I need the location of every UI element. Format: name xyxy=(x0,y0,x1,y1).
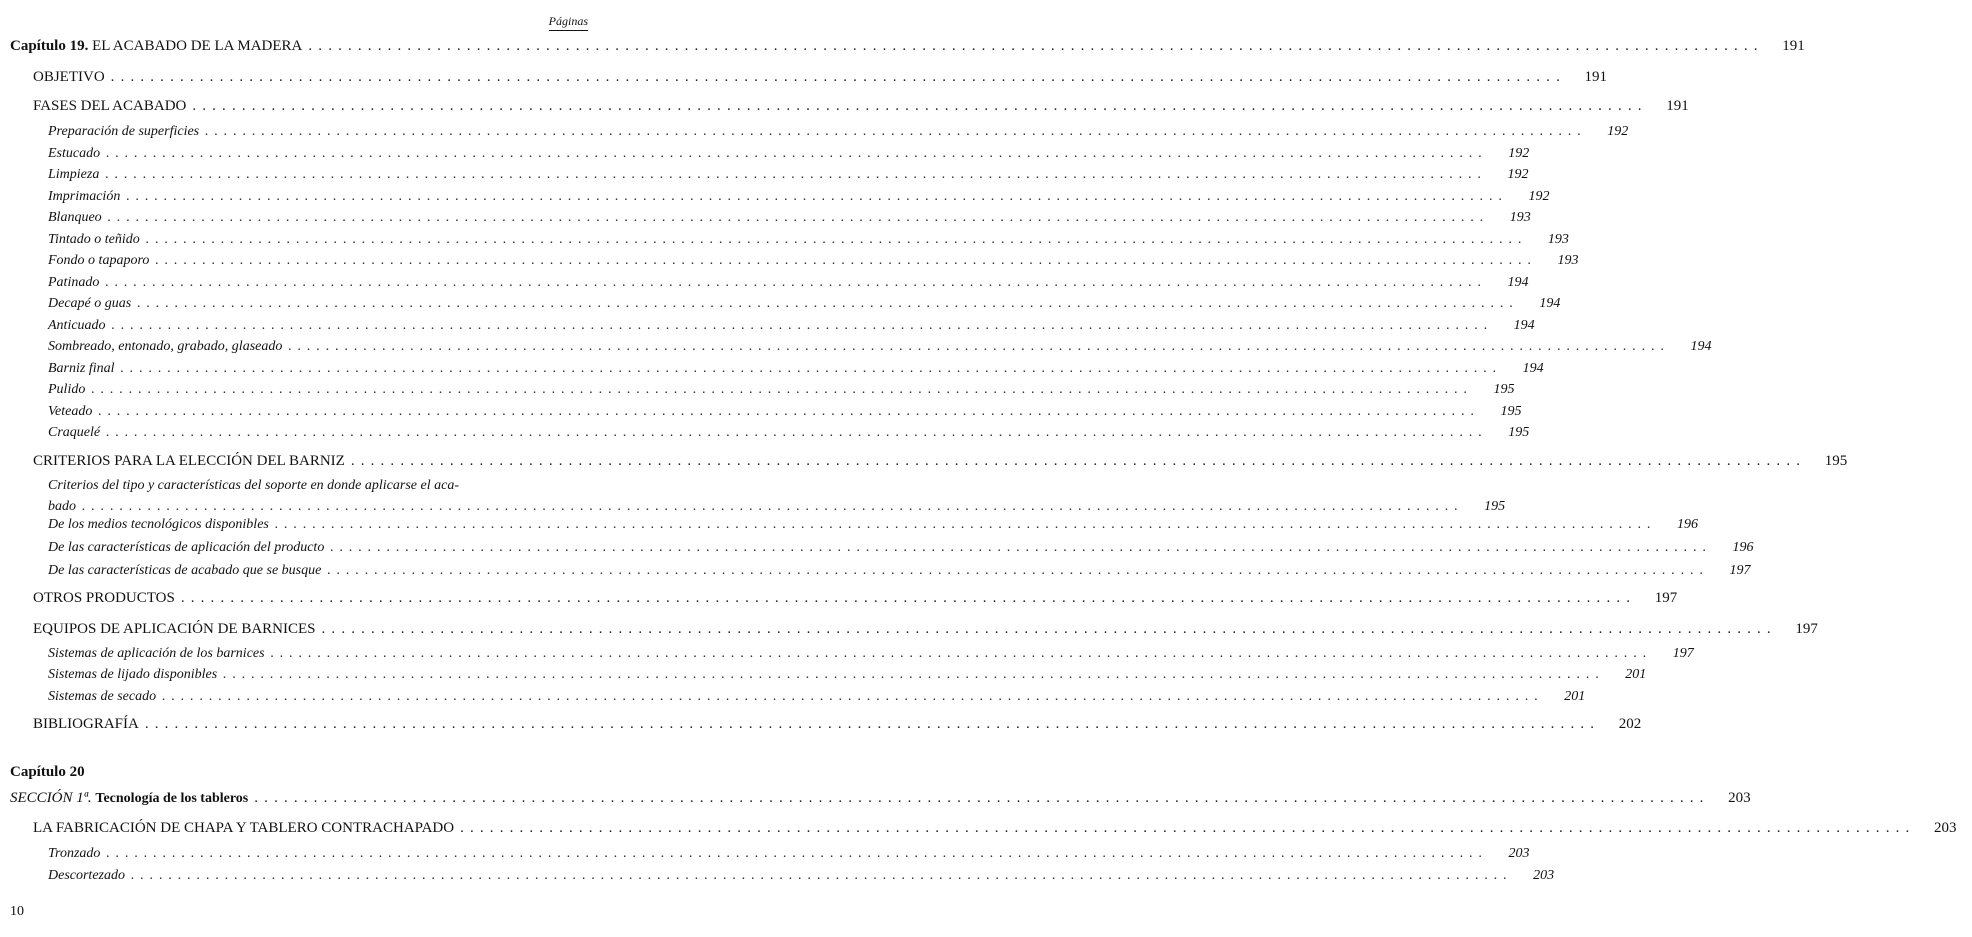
toc-entry xyxy=(0,716,1642,736)
dot-leader xyxy=(192,98,1642,115)
chapter-number: Capítulo 19. xyxy=(10,38,89,54)
toc-entry xyxy=(0,621,1818,641)
toc-entry xyxy=(0,339,1712,359)
dot-leader xyxy=(162,689,1539,705)
dot-leader xyxy=(275,517,1652,533)
toc-entry-label: FASES DEL ACABADO xyxy=(33,98,187,114)
dot-leader xyxy=(98,404,1475,420)
dot-leader xyxy=(106,846,1483,862)
toc-page-number: 202 xyxy=(1618,716,1642,732)
dot-leader xyxy=(111,69,1561,86)
toc-entry-label: Estucado xyxy=(48,146,101,161)
toc-page-number: 191 xyxy=(1666,98,1689,114)
toc-entry-label: Sistemas de lijado disponibles xyxy=(48,667,218,682)
toc-entry-label: Sistemas de secado xyxy=(48,689,157,704)
dot-leader xyxy=(155,253,1532,269)
toc-page-number: 194 xyxy=(1507,275,1529,290)
toc-entry-label: Craquelé xyxy=(48,425,101,440)
toc-page-number: 201 xyxy=(1625,667,1647,682)
toc-entry xyxy=(0,499,1506,519)
toc-entry-label: CRITERIOS PARA LA ELECCIÓN DEL BARNIZ xyxy=(33,453,345,469)
dot-leader xyxy=(205,124,1582,140)
toc-page-number: 191 xyxy=(1782,38,1805,54)
toc-page-number: 195 xyxy=(1493,382,1515,397)
toc-page-number: 192 xyxy=(1528,189,1550,204)
toc-page-number: 193 xyxy=(1557,253,1579,268)
toc-entry-label: OBJETIVO xyxy=(33,69,105,85)
toc-entry xyxy=(0,232,1569,252)
toc-entry xyxy=(0,820,1957,840)
toc-entry xyxy=(0,667,1647,687)
dot-leader xyxy=(322,621,1772,638)
toc-page-number: 193 xyxy=(1509,210,1531,225)
dot-leader xyxy=(108,210,1485,226)
toc-page-number: 201 xyxy=(1564,689,1586,704)
toc-entry-label: Pulido xyxy=(48,382,86,397)
toc-entry xyxy=(0,846,1530,866)
dot-leader xyxy=(105,275,1482,291)
toc-entry-label: LA FABRICACIÓN DE CHAPA Y TABLERO CONTRACHAPADO xyxy=(33,820,455,836)
dot-leader xyxy=(106,425,1483,441)
toc-entry-label: Sistemas de aplicación de los barnices xyxy=(48,646,265,661)
toc-page-number: 196 xyxy=(1676,517,1698,532)
dot-leader xyxy=(460,820,1910,837)
toc-page-number: 195 xyxy=(1500,404,1522,419)
dot-leader xyxy=(105,167,1482,183)
toc-entry xyxy=(0,404,1522,424)
toc-page-number: 203 xyxy=(1533,868,1555,883)
dot-leader xyxy=(137,296,1514,312)
section-title: Tecnología de los tableros xyxy=(95,791,249,806)
section-number: SECCIÓN 1ª. xyxy=(10,790,92,806)
toc-page-number: 196 xyxy=(1732,540,1754,555)
dot-leader xyxy=(106,146,1483,162)
toc-entry xyxy=(0,425,1530,445)
toc-entry xyxy=(0,38,1805,58)
toc-page-number: 192 xyxy=(1607,124,1629,139)
toc-entry xyxy=(0,540,1754,560)
toc-entry xyxy=(0,646,1694,666)
dot-leader xyxy=(223,667,1600,683)
toc-entry-label: BIBLIOGRAFÍA xyxy=(33,716,139,732)
dot-leader xyxy=(82,499,1459,515)
toc-entry-label xyxy=(10,790,248,807)
toc-entry-label: Limpieza xyxy=(48,167,100,182)
dot-leader xyxy=(91,382,1468,398)
toc-page-number: 194 xyxy=(1513,318,1535,333)
toc-page-number: 194 xyxy=(1522,361,1544,376)
dot-leader xyxy=(327,563,1704,579)
dot-leader xyxy=(181,590,1631,607)
toc-entry xyxy=(0,167,1529,187)
toc-page-number: 195 xyxy=(1484,499,1506,514)
toc-entry xyxy=(0,318,1535,338)
toc-page-number: 197 xyxy=(1795,621,1818,637)
toc-entry xyxy=(0,253,1579,273)
toc-page-number: 203 xyxy=(1728,790,1751,806)
toc-entry-label: Tronzado xyxy=(48,846,101,861)
toc-entry-label: De las características de acabado que se busque xyxy=(48,563,322,578)
toc-entry-label: Imprimación xyxy=(48,189,121,204)
toc-entry-label: Sombreado, entonado, grabado, glaseado xyxy=(48,339,283,354)
dot-leader xyxy=(351,453,1801,470)
toc-entry xyxy=(0,69,1608,89)
toc-page-number: 191 xyxy=(1584,69,1608,85)
toc-entry-label: Tintado o teñido xyxy=(48,232,140,247)
toc-entry-label: De los medios tecnológicos disponibles xyxy=(48,517,269,532)
dot-leader xyxy=(330,540,1707,556)
toc-entry-label: OTROS PRODUCTOS xyxy=(33,590,175,606)
dot-leader xyxy=(126,189,1503,205)
toc-entry-label xyxy=(10,38,302,55)
toc-entry-line: Criterios del tipo y características del soporte en donde aplicarse el aca- xyxy=(48,478,459,493)
dot-leader xyxy=(131,868,1508,884)
toc-page-number: 203 xyxy=(1508,846,1530,861)
toc-entry xyxy=(0,790,1751,810)
toc-entry-label: bado xyxy=(48,499,76,514)
toc-page-number: 192 xyxy=(1507,167,1529,182)
toc-entry xyxy=(0,146,1530,166)
pages-header: Páginas xyxy=(549,14,588,31)
toc-page-number: 195 xyxy=(1508,425,1530,440)
toc-entry xyxy=(0,868,1555,888)
toc-entry xyxy=(0,361,1544,381)
toc-entry-label: Preparación de superficies xyxy=(48,124,200,139)
toc-entry-label: Veteado xyxy=(48,404,93,419)
toc-entry xyxy=(0,275,1529,295)
toc-page-number: 197 xyxy=(1672,646,1694,661)
toc-entry-label: Patinado xyxy=(48,275,100,290)
chapter-title: EL ACABADO DE LA MADERA xyxy=(92,38,303,54)
toc-entry xyxy=(0,124,1629,144)
toc-page-number: 193 xyxy=(1547,232,1569,247)
toc-page-number: 192 xyxy=(1508,146,1530,161)
toc-page-number: 197 xyxy=(1654,590,1678,606)
toc-entry xyxy=(0,590,1678,610)
toc-entry xyxy=(0,98,1689,118)
dot-leader xyxy=(254,790,1704,807)
toc-entry xyxy=(0,189,1550,209)
toc-entry xyxy=(0,382,1515,402)
toc-entry xyxy=(0,517,1698,537)
toc-page-number: 194 xyxy=(1539,296,1561,311)
chapter-heading: Capítulo 20 xyxy=(10,764,85,780)
toc-entry-label: De las características de aplicación del producto xyxy=(48,540,325,555)
toc-entry xyxy=(0,689,1586,709)
toc-entry xyxy=(0,563,1751,583)
dot-leader xyxy=(146,232,1523,248)
toc-entry-label: Fondo o tapaporo xyxy=(48,253,150,268)
toc-entry xyxy=(0,296,1561,316)
dot-leader xyxy=(121,361,1498,377)
dot-leader xyxy=(271,646,1648,662)
toc-entry-label: Anticuado xyxy=(48,318,106,333)
toc-entry-label: Blanqueo xyxy=(48,210,102,225)
toc-entry xyxy=(0,210,1531,230)
dot-leader xyxy=(112,318,1489,334)
page-number: 10 xyxy=(10,904,24,919)
dot-leader xyxy=(288,339,1665,355)
toc-entry-label: Descortezado xyxy=(48,868,125,883)
toc-page-number: 195 xyxy=(1824,453,1848,469)
toc-page-number: 194 xyxy=(1690,339,1712,354)
toc-entry-label: EQUIPOS DE APLICACIÓN DE BARNICES xyxy=(33,621,316,637)
toc-entry xyxy=(0,453,1848,473)
toc-page-number: 197 xyxy=(1729,563,1751,578)
dot-leader xyxy=(145,716,1595,733)
dot-leader xyxy=(308,38,1758,55)
toc-page-number: 203 xyxy=(1933,820,1957,836)
toc-entry-label: Barniz final xyxy=(48,361,115,376)
toc-entry-label: Decapé o guas xyxy=(48,296,132,311)
